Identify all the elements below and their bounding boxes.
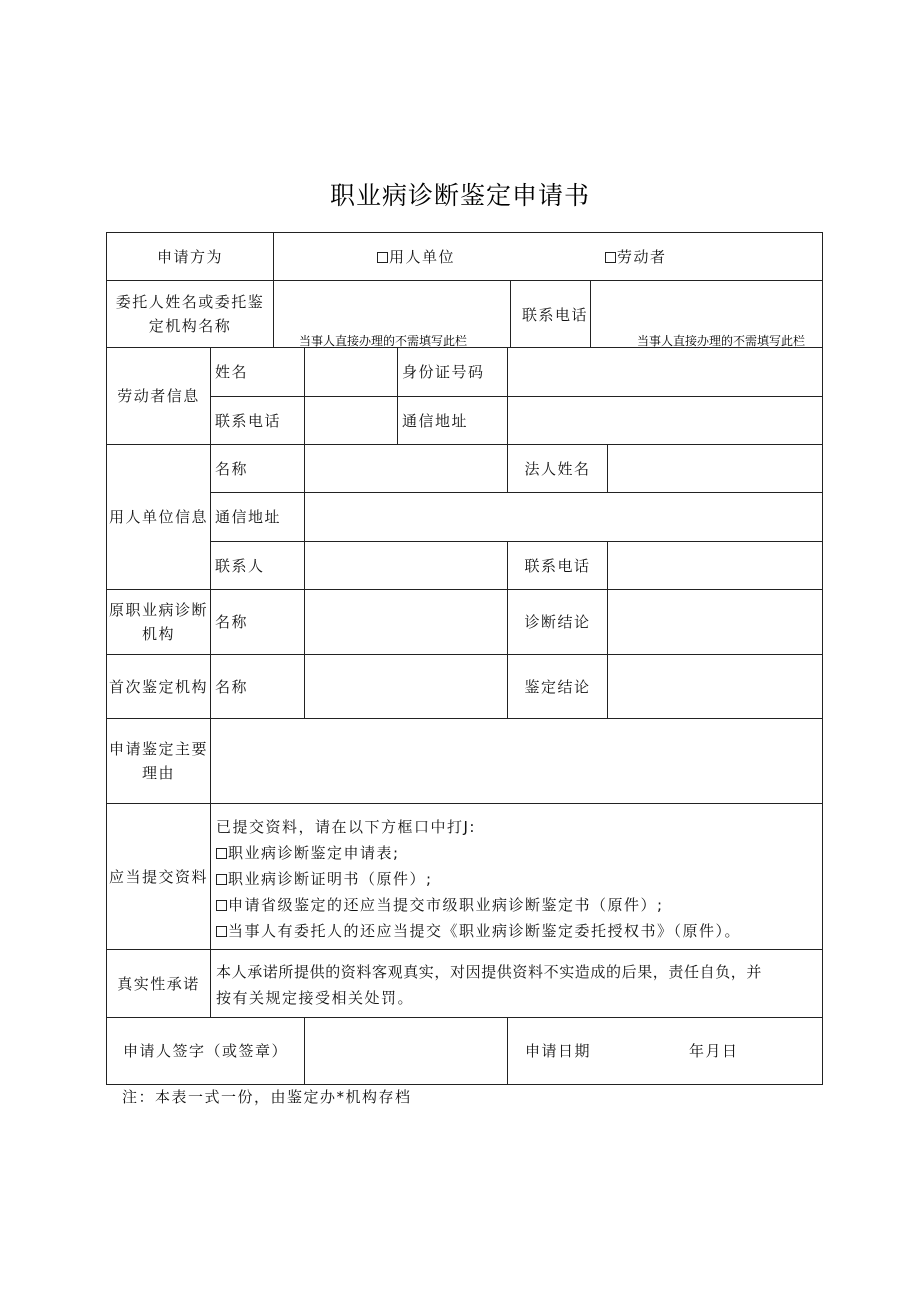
worker-name-label: 姓名	[215, 363, 249, 381]
employer-address-label: 通信地址	[215, 508, 282, 526]
employer-contact-label: 联系人	[215, 556, 265, 575]
employer-address-label-cell	[210, 492, 305, 542]
agent-phone-label: 联系电话	[522, 306, 589, 324]
agent-name-input[interactable]	[273, 280, 511, 348]
material-item[interactable]: 职业病诊断证明书（原件）;	[216, 866, 818, 892]
material-item[interactable]: 当事人有委托人的还应当提交《职业病诊断鉴定委托授权书》（原件）。	[216, 918, 818, 944]
applicant-label-cell	[106, 232, 274, 281]
worker-id-label: 身份证号码	[402, 363, 485, 381]
employer-contact-input[interactable]	[304, 541, 508, 590]
worker-address-label: 通信地址	[402, 411, 469, 430]
materials-list	[210, 803, 823, 950]
employer-address-input[interactable]	[304, 492, 823, 542]
first-appraisal-label: 首次鉴定机构	[108, 677, 208, 696]
original-diagnosis-label-cell	[106, 589, 211, 655]
first-appraisal-name-label-cell	[210, 654, 305, 719]
checkbox-icon[interactable]	[216, 848, 227, 859]
diagnosis-conclusion-label-cell	[507, 589, 608, 655]
page-title: 职业病诊断鉴定申请书	[329, 181, 590, 210]
footer-note: 注：本表一式一份，由鉴定办*机构存档	[122, 1088, 412, 1106]
employer-phone-input[interactable]	[607, 541, 823, 590]
checkbox-icon[interactable]	[605, 252, 616, 263]
diagnosis-conclusion-input[interactable]	[607, 589, 823, 655]
original-diagnosis-label: 原职业病诊断 机构	[108, 601, 208, 643]
agent-phone-label-cell	[510, 280, 591, 348]
employer-name-input[interactable]	[304, 444, 508, 493]
agent-phone-input[interactable]	[590, 280, 823, 348]
first-appraisal-name-label: 名称	[215, 677, 249, 696]
commitment-text-cell	[210, 949, 823, 1018]
applicant-options-cell	[273, 232, 823, 281]
worker-address-input[interactable]	[507, 396, 823, 445]
employer-contact-label-cell	[210, 541, 305, 590]
material-item[interactable]: 职业病诊断鉴定申请表;	[216, 840, 818, 866]
agent-phone-hint: 当事人直接办理的不需填写此栏	[637, 334, 806, 348]
worker-phone-label-cell	[210, 396, 305, 445]
agent-label-cell	[106, 280, 274, 348]
checkbox-icon[interactable]	[216, 926, 227, 937]
worker-phone-input[interactable]	[304, 396, 398, 445]
employer-phone-label: 联系电话	[524, 556, 591, 575]
employer-name-label: 名称	[215, 459, 249, 478]
agent-hint: 当事人直接办理的不需填写此栏	[299, 334, 468, 348]
date-label: 申请日期	[525, 1042, 592, 1060]
checkbox-icon[interactable]	[216, 874, 227, 885]
worker-name-input[interactable]	[304, 347, 398, 397]
worker-phone-label: 联系电话	[215, 411, 282, 430]
signature-input[interactable]	[304, 1017, 508, 1085]
appraisal-conclusion-input[interactable]	[607, 654, 823, 719]
commitment-line-1: 本人承诺所提供的资料客观真实，对因提供资料不实造成的后果，责任自负，并	[216, 963, 763, 981]
materials-label: 应当提交资料	[108, 867, 208, 886]
applicant-label: 申请方为	[156, 247, 223, 266]
appraisal-conclusion-label: 鉴定结论	[524, 677, 591, 696]
employer-legal-input[interactable]	[607, 444, 823, 493]
agent-label: 委托人姓名或委托鉴 定机构名称	[115, 293, 265, 335]
employer-section-label-cell	[106, 444, 211, 590]
worker-name-label-cell	[210, 347, 305, 397]
option-employer[interactable]: 用人单位	[377, 245, 455, 269]
original-diagnosis-name-input[interactable]	[304, 589, 508, 655]
reason-label: 申请鉴定主要 理由	[108, 740, 208, 782]
worker-address-label-cell	[397, 396, 508, 445]
checkbox-icon[interactable]	[377, 252, 388, 263]
date-cell[interactable]	[507, 1017, 823, 1085]
reason-input[interactable]	[210, 718, 823, 804]
commitment-label-cell	[106, 949, 211, 1018]
worker-id-input[interactable]	[507, 347, 823, 397]
employer-legal-label: 法人姓名	[524, 459, 591, 478]
signature-label: 申请人签字（或签章）	[122, 1042, 288, 1060]
worker-section-label: 劳动者信息	[117, 387, 200, 405]
reason-label-cell	[106, 718, 211, 804]
employer-name-label-cell	[210, 444, 305, 493]
option-worker[interactable]: 劳动者	[605, 245, 667, 269]
worker-id-label-cell	[397, 347, 508, 397]
commitment-line-2: 按有关规定接受相关处罚。	[216, 989, 415, 1007]
original-diagnosis-name-label: 名称	[215, 613, 249, 631]
appraisal-conclusion-label-cell	[507, 654, 608, 719]
diagnosis-conclusion-label: 诊断结论	[524, 613, 591, 631]
first-appraisal-name-input[interactable]	[304, 654, 508, 719]
materials-intro: 已提交资料，请在以下方框口中打J:	[216, 818, 476, 836]
commitment-label: 真实性承诺	[117, 974, 200, 993]
first-appraisal-label-cell	[106, 654, 211, 719]
worker-section-label-cell	[106, 347, 211, 445]
date-format: 年月日	[689, 1042, 739, 1060]
signature-label-cell	[106, 1017, 305, 1085]
materials-label-cell	[106, 803, 211, 950]
employer-phone-label-cell	[507, 541, 608, 590]
material-item[interactable]: 申请省级鉴定的还应当提交市级职业病诊断鉴定书（原件）;	[216, 892, 818, 918]
original-diagnosis-name-label-cell	[210, 589, 305, 655]
checkbox-icon[interactable]	[216, 900, 227, 911]
employer-legal-label-cell	[507, 444, 608, 493]
employer-section-label: 用人单位信息	[108, 508, 208, 526]
